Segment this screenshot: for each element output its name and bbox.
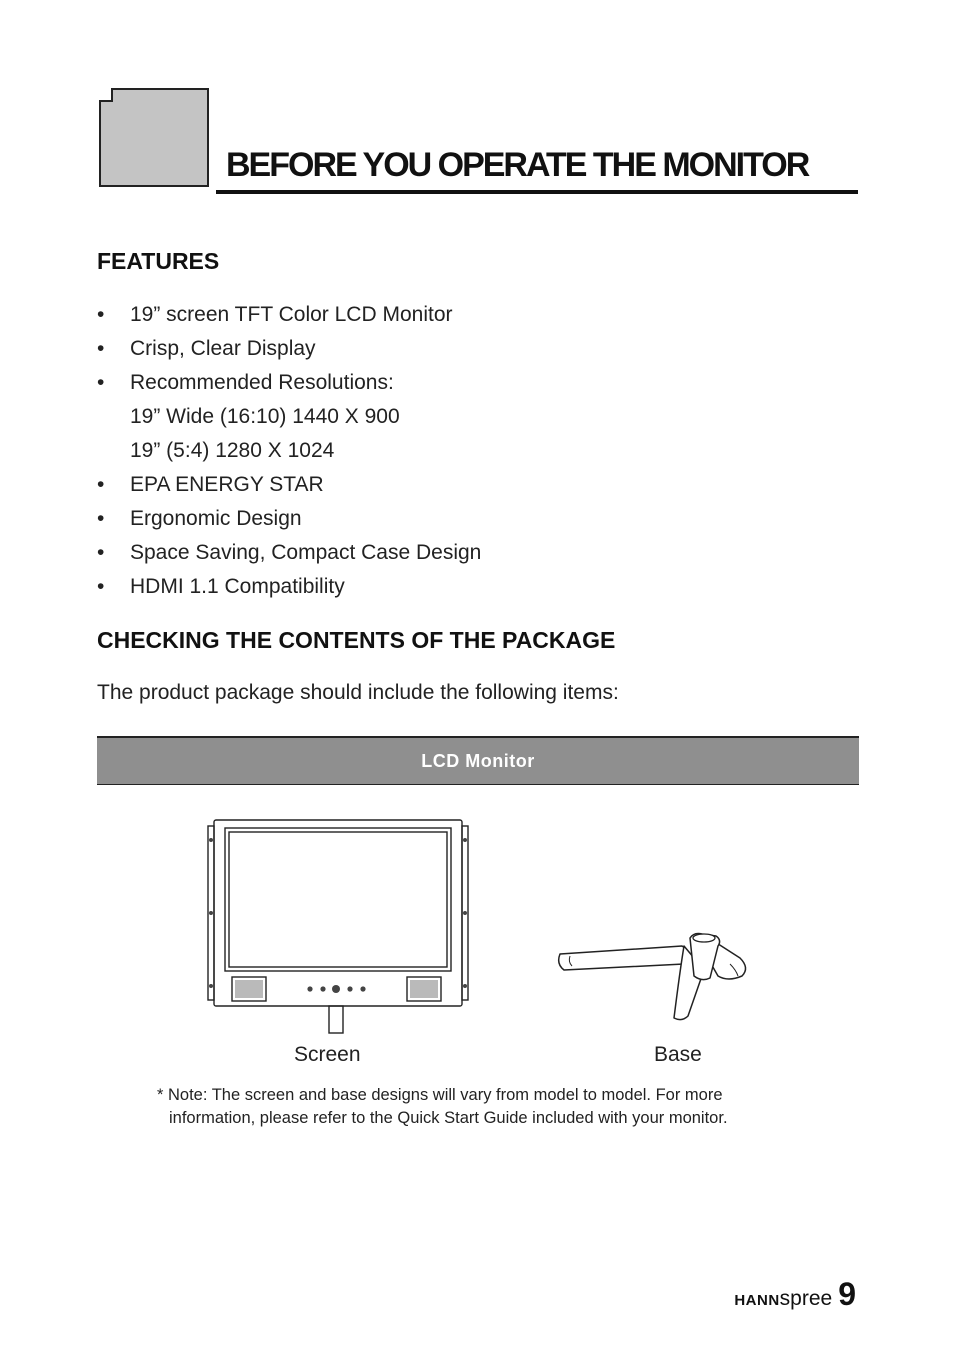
feature-text: EPA ENERGY STAR	[130, 473, 324, 496]
feature-text: HDMI 1.1 Compatibility	[130, 575, 345, 598]
feature-text: Recommended Resolutions:	[130, 371, 394, 394]
chapter-title: BEFORE YOU OPERATE THE MONITOR	[226, 146, 809, 184]
page-footer	[734, 1276, 856, 1313]
base-caption: Base	[654, 1043, 702, 1066]
brand-logo-light: spree	[779, 1287, 833, 1310]
feature-text: Space Saving, Compact Case Design	[130, 541, 482, 564]
package-note	[157, 1084, 728, 1130]
screen-caption: Screen	[294, 1043, 361, 1066]
features-heading: FEATURES	[97, 248, 220, 274]
brand-logo-bold: HANN	[734, 1292, 780, 1309]
bullet: •	[97, 541, 105, 564]
title-underline	[216, 190, 858, 194]
package-heading: CHECKING THE CONTENTS OF THE PACKAGE	[97, 627, 616, 653]
bullet: •	[97, 473, 105, 496]
feature-text: 19” Wide (16:10) 1440 X 900	[130, 405, 400, 428]
feature-text: Ergonomic Design	[130, 507, 302, 530]
bullet: •	[97, 303, 105, 326]
monitor-base-illustration	[552, 930, 752, 1026]
bullet: •	[97, 575, 105, 598]
page-number: 9	[838, 1276, 856, 1312]
bullet: •	[97, 371, 105, 394]
chapter-tab-notch	[99, 88, 113, 102]
package-table-header	[97, 736, 859, 785]
package-intro: The product package should include the following items:	[97, 681, 619, 704]
feature-text: 19” (5:4) 1280 X 1024	[130, 439, 335, 462]
feature-text: Crisp, Clear Display	[130, 337, 316, 360]
bullet: •	[97, 337, 105, 360]
table-header-label: LCD Monitor	[421, 750, 535, 771]
monitor-screen-illustration	[205, 818, 471, 1036]
feature-text: 19” screen TFT Color LCD Monitor	[130, 303, 453, 326]
note-line-1: * Note: The screen and base designs will vary from model to model. For more	[157, 1086, 723, 1104]
chapter-tab-graphic	[99, 88, 209, 187]
bullet: •	[97, 507, 105, 530]
note-line-2: information, please refer to the Quick Start Guide included with your monitor.	[169, 1109, 728, 1127]
